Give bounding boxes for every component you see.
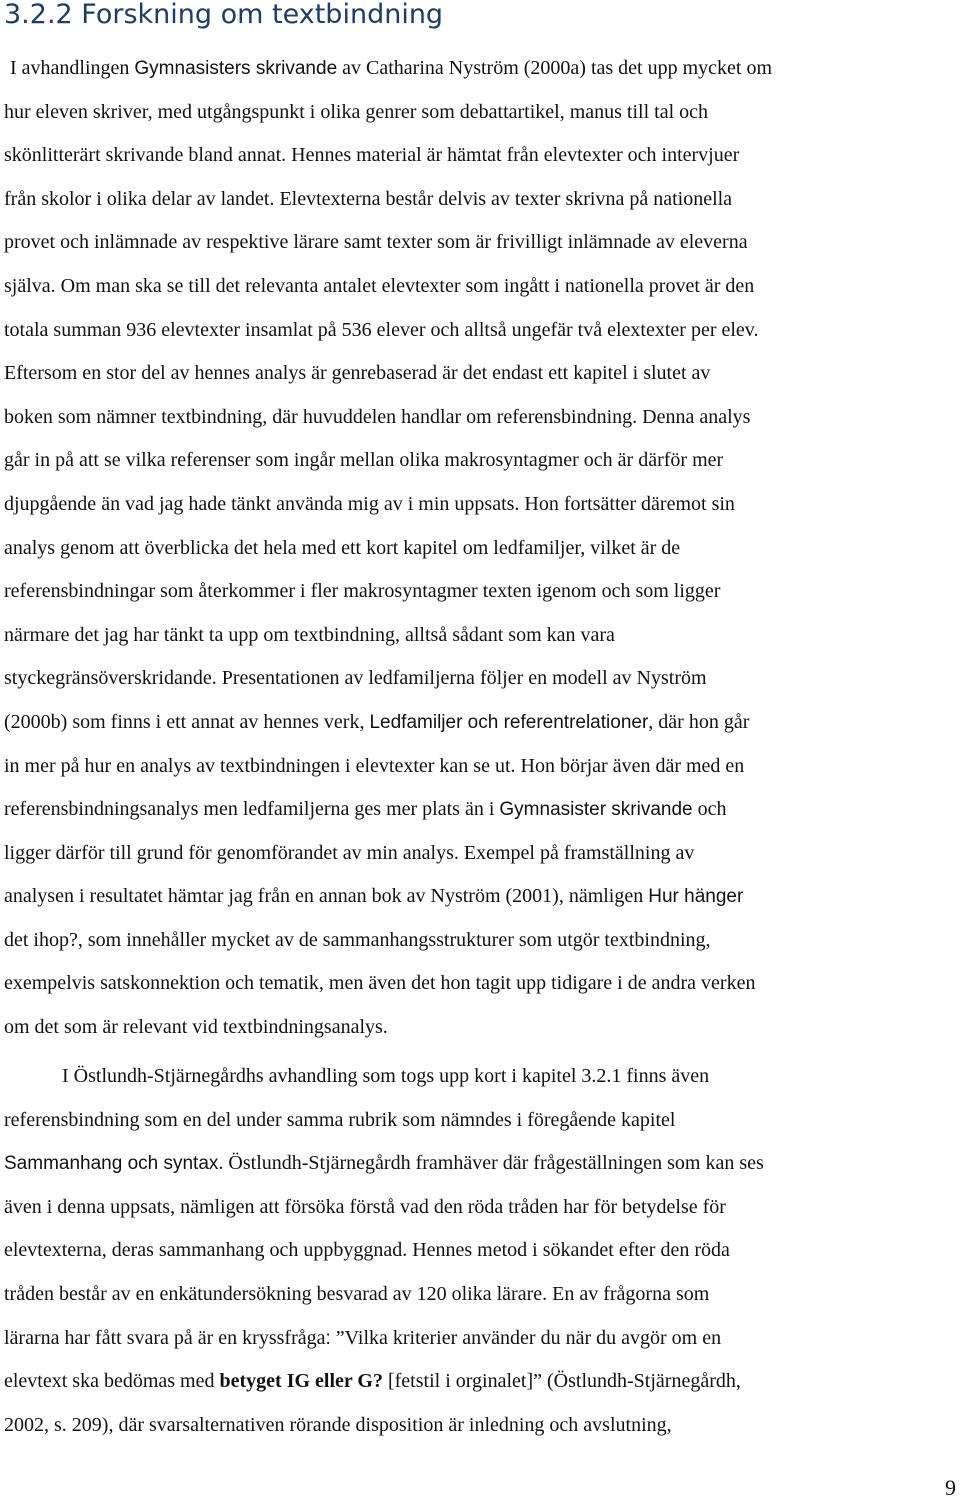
text-line: ligger därför till grund för genomförandet av min analys. Exempel på framställning av <box>4 841 695 864</box>
text-line: exempelvis satskonnektion och tematik, men även det hon tagit upp tidigare i de andra verken <box>4 972 756 995</box>
text-line: Eftersom en stor del av hennes analys är genrebaserad är det endast ett kapitel i slutet av <box>4 362 711 385</box>
text-line: närmare det jag har tänkt ta upp om textbindning, alltså sådant som kan vara <box>4 623 615 646</box>
text-line: referensbindningar som återkommer i fler makrosyntagmer texten igenom och som ligger <box>4 580 721 603</box>
text-line: provet och inlämnade av respektive lärare samt texter som är frivilligt inlämnade av eleverna <box>4 231 748 254</box>
text-line: även i denna uppsats, nämligen att försöka förstå vad den röda tråden har för betydelse för <box>4 1195 726 1218</box>
text-line: Sammanhang och syntax. Östlundh-Stjärnegårdh framhäver där frågeställningen som kan ses <box>4 1152 764 1175</box>
text-line: själva. Om man ska se till det relevanta antalet elevtexter som ingått i nationella provet är den <box>4 274 755 297</box>
text-line: det ihop?, som innehåller mycket av de sammanhangsstrukturer som utgör textbindning, <box>4 928 711 951</box>
paragraph-1 <box>4 47 954 1050</box>
text-line: analys genom att överblicka det hela med ett kort kapitel om ledfamiljer, vilket är de <box>4 536 681 559</box>
text-line: går in på att se vilka referenser som ingår mellan olika makrosyntagmer och är därför mer <box>4 449 724 472</box>
text-line: tråden består av en enkätundersökning besvarad av 120 olika lärare. En av frågorna som <box>4 1282 710 1305</box>
text-line: styckegränsöverskridande. Presentationen av ledfamiljerna följer en modell av Nyström <box>4 667 707 690</box>
book-title: Gymnasisters skrivande <box>134 58 338 79</box>
text-line: hur eleven skriver, med utgångspunkt i olika genrer som debattartikel, manus till tal och <box>4 100 709 123</box>
book-title: Ledfamiljer och referentrelationer <box>369 711 649 733</box>
text-line: I avhandlingen Gymnasisters skrivande av Catharina Nyström (2000a) tas det upp mycket om <box>10 57 773 79</box>
text-line: lärarna har fått svara på är en kryssfråga: ”Vilka kriterier använder du när du avgör om en <box>4 1326 722 1349</box>
bold-quote: betyget IG eller G? <box>219 1370 383 1393</box>
text-line: elevtext ska bedömas med betyget IG eller G? [fetstil i orginalet]” (Östlundh-Stjärnegårdh, <box>4 1370 741 1393</box>
book-title: Gymnasister skrivande <box>499 799 693 821</box>
text-line: elevtexterna, deras sammanhang och uppbyggnad. Hennes metod i sökandet efter den röda <box>4 1239 730 1262</box>
text-line: referensbindningsanalys men ledfamiljerna ges mer plats än i Gymnasister skrivande och <box>4 798 727 821</box>
text-line: boken som nämner textbindning, där huvuddelen handlar om referensbindning. Denna analys <box>4 405 751 428</box>
text-line: från skolor i olika delar av landet. Elevtexterna består delvis av texter skrivna på nationella <box>4 187 733 210</box>
text-line: analysen i resultatet hämtar jag från en annan bok av Nyström (2001), nämligen Hur hänger <box>4 885 744 908</box>
text-line: I Östlundh-Stjärnegårdhs avhandling som togs upp kort i kapitel 3.2.1 finns även <box>62 1065 710 1087</box>
text-line: referensbindning som en del under samma rubrik som nämndes i föregående kapitel <box>4 1108 676 1131</box>
paragraph-2 <box>4 1055 954 1447</box>
text-line: 2002, s. 209), där svarsalternativen rörande disposition är inledning och avslutning, <box>4 1413 672 1436</box>
text-line: in mer på hur en analys av textbindningen i elevtexter kan se ut. Hon börjar även där med en <box>4 754 745 777</box>
text-line: djupgående än vad jag hade tänkt använda mig av i min uppsats. Hon fortsätter däremot sin <box>4 492 735 515</box>
text-line: (2000b) som finns i ett annat av hennes verk, Ledfamiljer och referentrelationer, där hon går <box>4 710 750 733</box>
text-line: totala summan 936 elevtexter insamlat på 536 elever och alltså ungefär två elextexter per elev. <box>4 318 759 341</box>
text-line: om det som är relevant vid textbindningsanalys. <box>4 1016 388 1039</box>
book-title: Hur hänger <box>648 886 744 908</box>
text-line: skönlitterärt skrivande bland annat. Hennes material är hämtat från elevtexter och intervjuer <box>4 144 740 167</box>
section-heading: 3.2.2 Forskning om textbindning <box>4 0 444 30</box>
chapter-title: Sammanhang och syntax <box>4 1153 219 1175</box>
page-number: 9 <box>945 1475 956 1500</box>
